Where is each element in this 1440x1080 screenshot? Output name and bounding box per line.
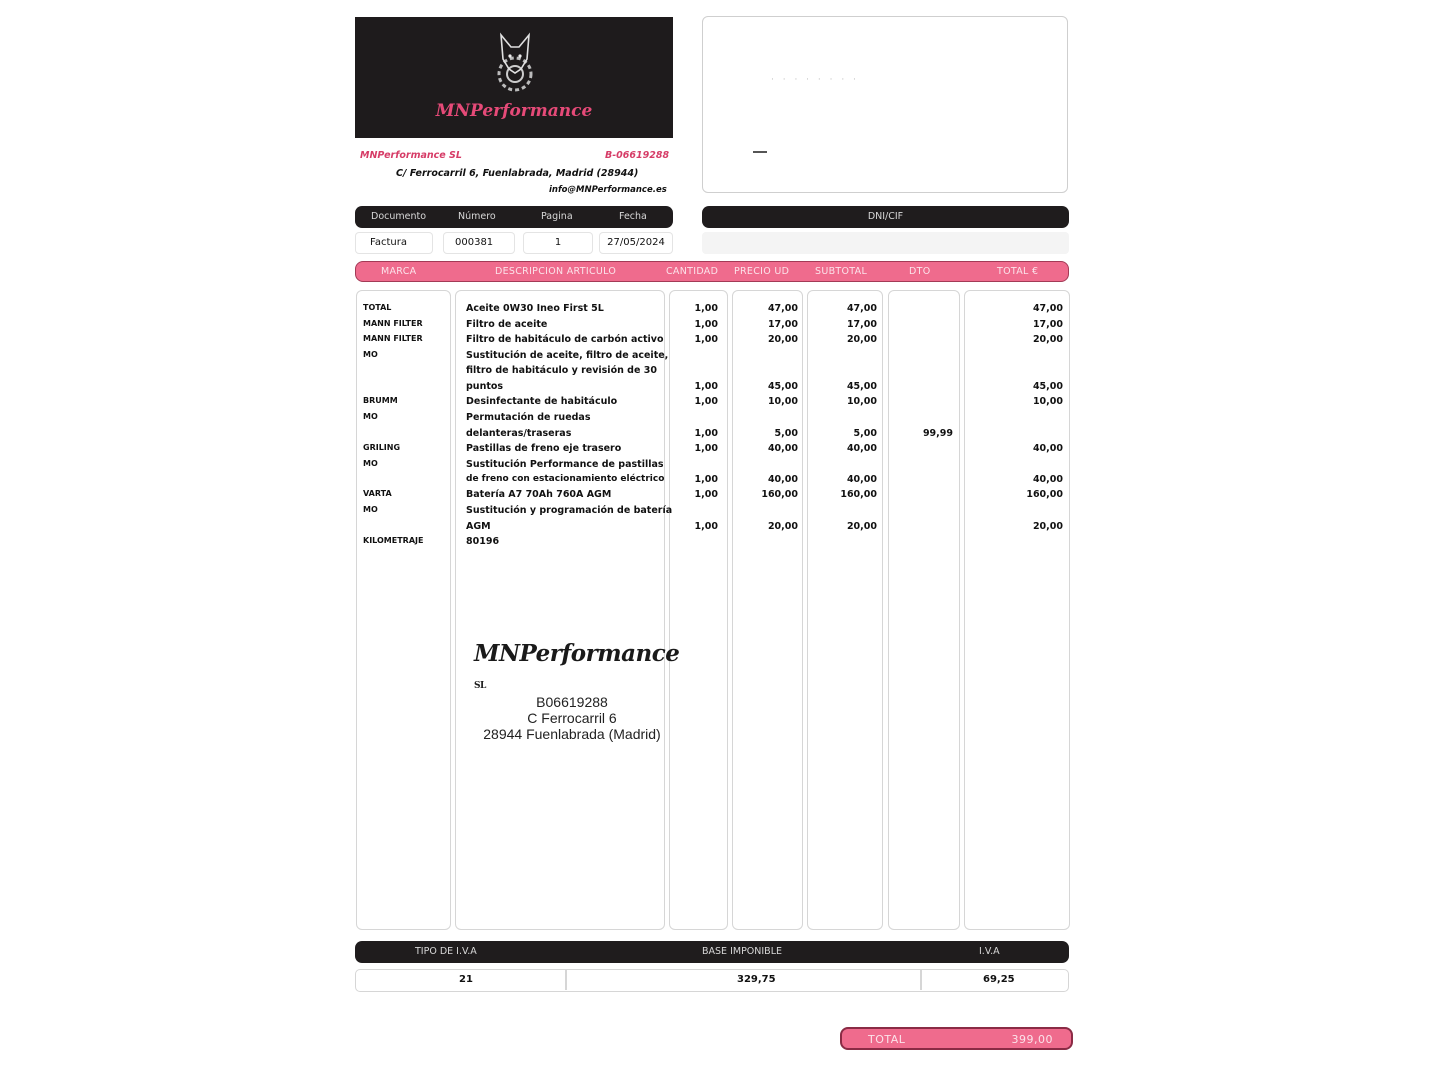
brand-cell: MO — [363, 459, 378, 468]
description-cell: filtro de habitáculo y revisión de 30 — [466, 365, 657, 376]
total-cell: 47,00 — [1032, 303, 1063, 314]
brand-cell: VARTA — [363, 489, 392, 498]
header-total: TOTAL € — [997, 266, 1039, 277]
header-subtotal: SUBTOTAL — [815, 266, 868, 277]
company-stamp — [474, 640, 680, 742]
vat-type-value: 21 — [459, 974, 473, 985]
brand-cell: MANN FILTER — [363, 319, 423, 328]
description-cell: Pastillas de freno eje trasero — [466, 443, 622, 454]
stamp-street: C Ferrocarril 6 — [527, 710, 617, 726]
description-cell: Aceite 0W30 Ineo First 5L — [466, 303, 604, 314]
description-cell: Filtro de aceite — [466, 319, 548, 330]
total-cell: 20,00 — [1032, 334, 1063, 345]
brand-cell: MO — [363, 350, 378, 359]
brand-cell: MANN FILTER — [363, 334, 423, 343]
description-cell: 80196 — [466, 536, 500, 547]
description-cell: Batería A7 70Ah 760A AGM — [466, 489, 612, 500]
vat-header-bar — [355, 941, 1069, 963]
total-cell: 40,00 — [1032, 443, 1063, 454]
quantity-cell: 1,00 — [694, 443, 718, 454]
total-cell: 40,00 — [1032, 474, 1063, 485]
price-cell: 17,00 — [767, 319, 798, 330]
column-marca — [356, 290, 451, 930]
description-cell: Filtro de habitáculo de carbón activo — [466, 334, 664, 345]
header-descripcion: DESCRIPCION ARTICULO — [495, 266, 617, 277]
total-cell: 10,00 — [1032, 396, 1063, 407]
description-cell: Desinfectante de habitáculo — [466, 396, 618, 407]
price-cell: 10,00 — [767, 396, 798, 407]
total-cell: 160,00 — [1026, 489, 1063, 500]
subtotal-cell: 5,00 — [853, 428, 877, 439]
quantity-cell: 1,00 — [694, 428, 718, 439]
brand-cell: GRILING — [363, 443, 401, 452]
wolf-gear-icon — [485, 29, 545, 99]
subtotal-cell: 40,00 — [846, 474, 877, 485]
items-header-bar — [355, 261, 1069, 282]
document-values-row — [355, 232, 673, 254]
price-cell: 47,00 — [767, 303, 798, 314]
price-cell: 20,00 — [767, 521, 798, 532]
price-cell: 20,00 — [767, 334, 798, 345]
stamp-city: 28944 Fuenlabrada (Madrid) — [483, 726, 661, 742]
brand-cell: MO — [363, 412, 378, 421]
document-header-bar — [355, 206, 673, 228]
vat-amount-value: 69,25 — [983, 974, 1015, 985]
subtotal-cell: 40,00 — [846, 443, 877, 454]
header-pagina: Pagina — [541, 211, 573, 222]
vat-base-header: BASE IMPONIBLE — [702, 946, 782, 957]
description-cell: AGM — [466, 521, 491, 532]
description-cell: puntos — [466, 381, 504, 392]
description-cell: Permutación de ruedas — [466, 412, 591, 423]
price-cell: 40,00 — [767, 474, 798, 485]
brand-cell: KILOMETRAJE — [363, 536, 424, 545]
quantity-cell: 1,00 — [694, 319, 718, 330]
brand-cell: TOTAL — [363, 303, 392, 312]
column-dto — [888, 290, 960, 930]
total-value: 399,00 — [1011, 1033, 1053, 1046]
subtotal-cell: 47,00 — [846, 303, 877, 314]
discount-cell: 99,99 — [922, 428, 953, 439]
header-documento: Documento — [371, 211, 427, 222]
subtotal-cell: 160,00 — [840, 489, 877, 500]
value-pagina: 1 — [523, 232, 593, 254]
quantity-cell: 1,00 — [694, 489, 718, 500]
quantity-cell: 1,00 — [694, 521, 718, 532]
price-cell: 5,00 — [774, 428, 798, 439]
quantity-cell: 1,00 — [694, 381, 718, 392]
header-dto: DTO — [909, 266, 931, 277]
subtotal-cell: 17,00 — [846, 319, 877, 330]
grand-total-box — [840, 1027, 1073, 1050]
description-cell: de freno con estacionamiento eléctrico — [466, 474, 665, 484]
value-documento: Factura — [355, 232, 433, 254]
quantity-cell: 1,00 — [694, 396, 718, 407]
subtotal-cell: 45,00 — [846, 381, 877, 392]
vat-divider — [920, 970, 922, 990]
quantity-cell: 1,00 — [694, 474, 718, 485]
subtotal-cell: 10,00 — [846, 396, 877, 407]
logo-text: MNPerformance — [435, 101, 593, 121]
header-precio: PRECIO UD — [734, 266, 790, 277]
vat-base-value: 329,75 — [737, 974, 776, 985]
stamp-cif: B06619288 — [536, 694, 608, 710]
price-cell: 40,00 — [767, 443, 798, 454]
quantity-cell: 1,00 — [694, 303, 718, 314]
vat-values-row — [355, 969, 1069, 992]
company-email: info@MNPerformance.es — [549, 185, 667, 195]
header-numero: Número — [458, 211, 496, 222]
stamp-title: MNPerformance SL — [474, 640, 680, 691]
vat-divider — [565, 970, 567, 990]
description-cell: Sustitución de aceite, filtro de aceite, — [466, 350, 669, 361]
company-cif: B-06619288 — [605, 150, 670, 161]
description-cell: Sustitución Performance de pastillas — [466, 459, 664, 470]
company-address: C/ Ferrocarril 6, Fuenlabrada, Madrid (28944) — [396, 168, 639, 179]
header-fecha: Fecha — [619, 211, 647, 222]
description-cell: delanteras/traseras — [466, 428, 572, 439]
price-cell: 160,00 — [761, 489, 798, 500]
vat-amount-header: I.V.A — [979, 946, 1000, 957]
company-name: MNPerformance SL — [360, 150, 462, 161]
total-cell: 20,00 — [1032, 521, 1063, 532]
client-placeholder: · · · · · · · · — [771, 75, 859, 85]
client-mark — [753, 151, 767, 153]
client-box — [702, 16, 1068, 193]
header-cantidad: CANTIDAD — [666, 266, 719, 277]
brand-cell: MO — [363, 505, 378, 514]
quantity-cell: 1,00 — [694, 334, 718, 345]
value-fecha: 27/05/2024 — [599, 232, 673, 254]
dni-label: DNI/CIF — [867, 211, 904, 222]
subtotal-cell: 20,00 — [846, 521, 877, 532]
description-cell: Sustitución y programación de batería — [466, 505, 673, 516]
price-cell: 45,00 — [767, 381, 798, 392]
dni-header-bar — [702, 206, 1069, 228]
header-marca: MARCA — [381, 266, 417, 277]
total-cell: 17,00 — [1032, 319, 1063, 330]
company-logo — [355, 17, 673, 138]
value-numero: 000381 — [443, 232, 515, 254]
total-cell: 45,00 — [1032, 381, 1063, 392]
vat-type-header: TIPO DE I.V.A — [415, 946, 477, 957]
brand-cell: BRUMM — [363, 396, 398, 405]
dni-value-field — [702, 232, 1069, 254]
subtotal-cell: 20,00 — [846, 334, 877, 345]
total-label: TOTAL — [868, 1033, 906, 1046]
